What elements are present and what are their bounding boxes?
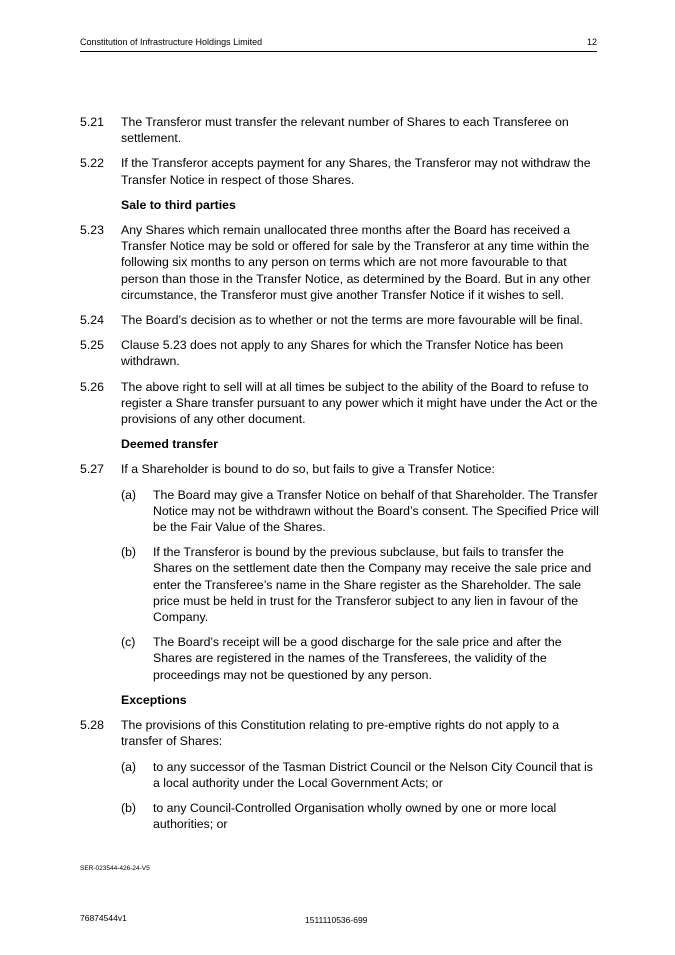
document-body [80,114,600,841]
clause-text: The Transferor must transfer the relevant number of Shares to each Transferee on settlement. [121,115,569,146]
subclause-5-28-b [80,800,600,832]
clause-number: 5.28 [80,718,104,733]
subclause-5-27-c [80,634,600,683]
footer-matter-id: 1511110536-699 [305,915,368,925]
clause-number: 5.25 [80,338,104,353]
page-header [80,37,597,52]
subclause-5-27-b [80,544,600,625]
clause-5-22 [80,155,600,187]
subclause-text: If the Transferor is bound by the previous subclause, but fails to transfer the Shares on the settlement date then the Company may receive the sale price and enter the Transferee’s name in the Share register as the Shareholder. The sale price must be held in trust for the Transferor subject to any lien in favour of the Company. [153,545,592,625]
subclause-label: (c) [121,635,136,650]
clause-5-21 [80,114,600,146]
clause-number: 5.27 [80,462,104,477]
subclause-5-27-a [80,487,600,536]
clause-5-27 [80,461,600,477]
subclause-label: (b) [121,545,137,560]
document-title: Constitution of Infrastructure Holdings Limited [80,37,263,47]
footer-doc-id: 76874544v1 [80,913,127,923]
document-reference: SER-023544-426-24-V5 [80,865,150,872]
subclause-label: (a) [121,487,137,502]
clause-number: 5.26 [80,379,104,394]
clause-text: If the Transferor accepts payment for any Shares, the Transferor may not withdraw the Transfer Notice in respect of those Shares. [121,156,591,187]
clause-5-25 [80,337,600,369]
clause-text: Clause 5.23 does not apply to any Shares for which the Transfer Notice has been withdrawn. [121,338,564,369]
clause-text: If a Shareholder is bound to do so, but fails to give a Transfer Notice: [121,462,495,477]
clause-number: 5.21 [80,115,104,129]
clause-5-26 [80,379,600,428]
section-heading-exceptions: Exceptions [121,692,187,707]
clause-text: The above right to sell will at all times be subject to the ability of the Board to refuse to register a Share transfer pursuant to any power which it might have under the Act or the provisions of any other document. [121,379,598,427]
clause-5-23 [80,222,600,303]
subclause-label: (a) [121,759,137,774]
page-number: 12 [586,37,597,47]
subclause-text: to any Council-Controlled Organisation wholly owned by one or more local authorities; or [153,800,557,832]
clause-number: 5.22 [80,156,104,171]
subclause-5-28-a [80,759,600,791]
clause-number: 5.24 [80,313,104,328]
clause-number: 5.23 [80,223,104,238]
section-heading-sale: Sale to third parties [121,197,236,212]
clause-5-28 [80,717,600,749]
clause-text: The Board’s decision as to whether or not the terms are more favourable will be final. [121,313,583,328]
clause-text: Any Shares which remain unallocated three months after the Board has received a Transfer Notice may be sold or offered for sale by the Transferor at any time within the following six months to any person on terms which are not more favourable to that person than those in the Transfer Notice, as determined by the Board. But in any other circumstance, the Transferor must give another Transfer Notice if it wishes to sell. [121,223,591,302]
section-heading-deemed: Deemed transfer [121,437,219,452]
clause-text: The provisions of this Constitution relating to pre-emptive rights do not apply to a transfer of Shares: [121,718,560,749]
clause-5-24 [80,312,600,328]
subclause-text: The Board’s receipt will be a good discharge for the sale price and after the Shares are registered in the names of the Transferees, the validity of the proceedings may not be questioned by any person. [153,635,562,682]
subclause-text: to any successor of the Tasman District Council or the Nelson City Council that is a local authority under the Local Government Acts; or [153,759,593,790]
subclause-label: (b) [121,800,137,815]
subclause-text: The Board may give a Transfer Notice on behalf of that Shareholder. The Transfer Notice may not be withdrawn without the Board’s consent. The Specified Price will be the Fair Value of the Shares. [153,487,599,535]
